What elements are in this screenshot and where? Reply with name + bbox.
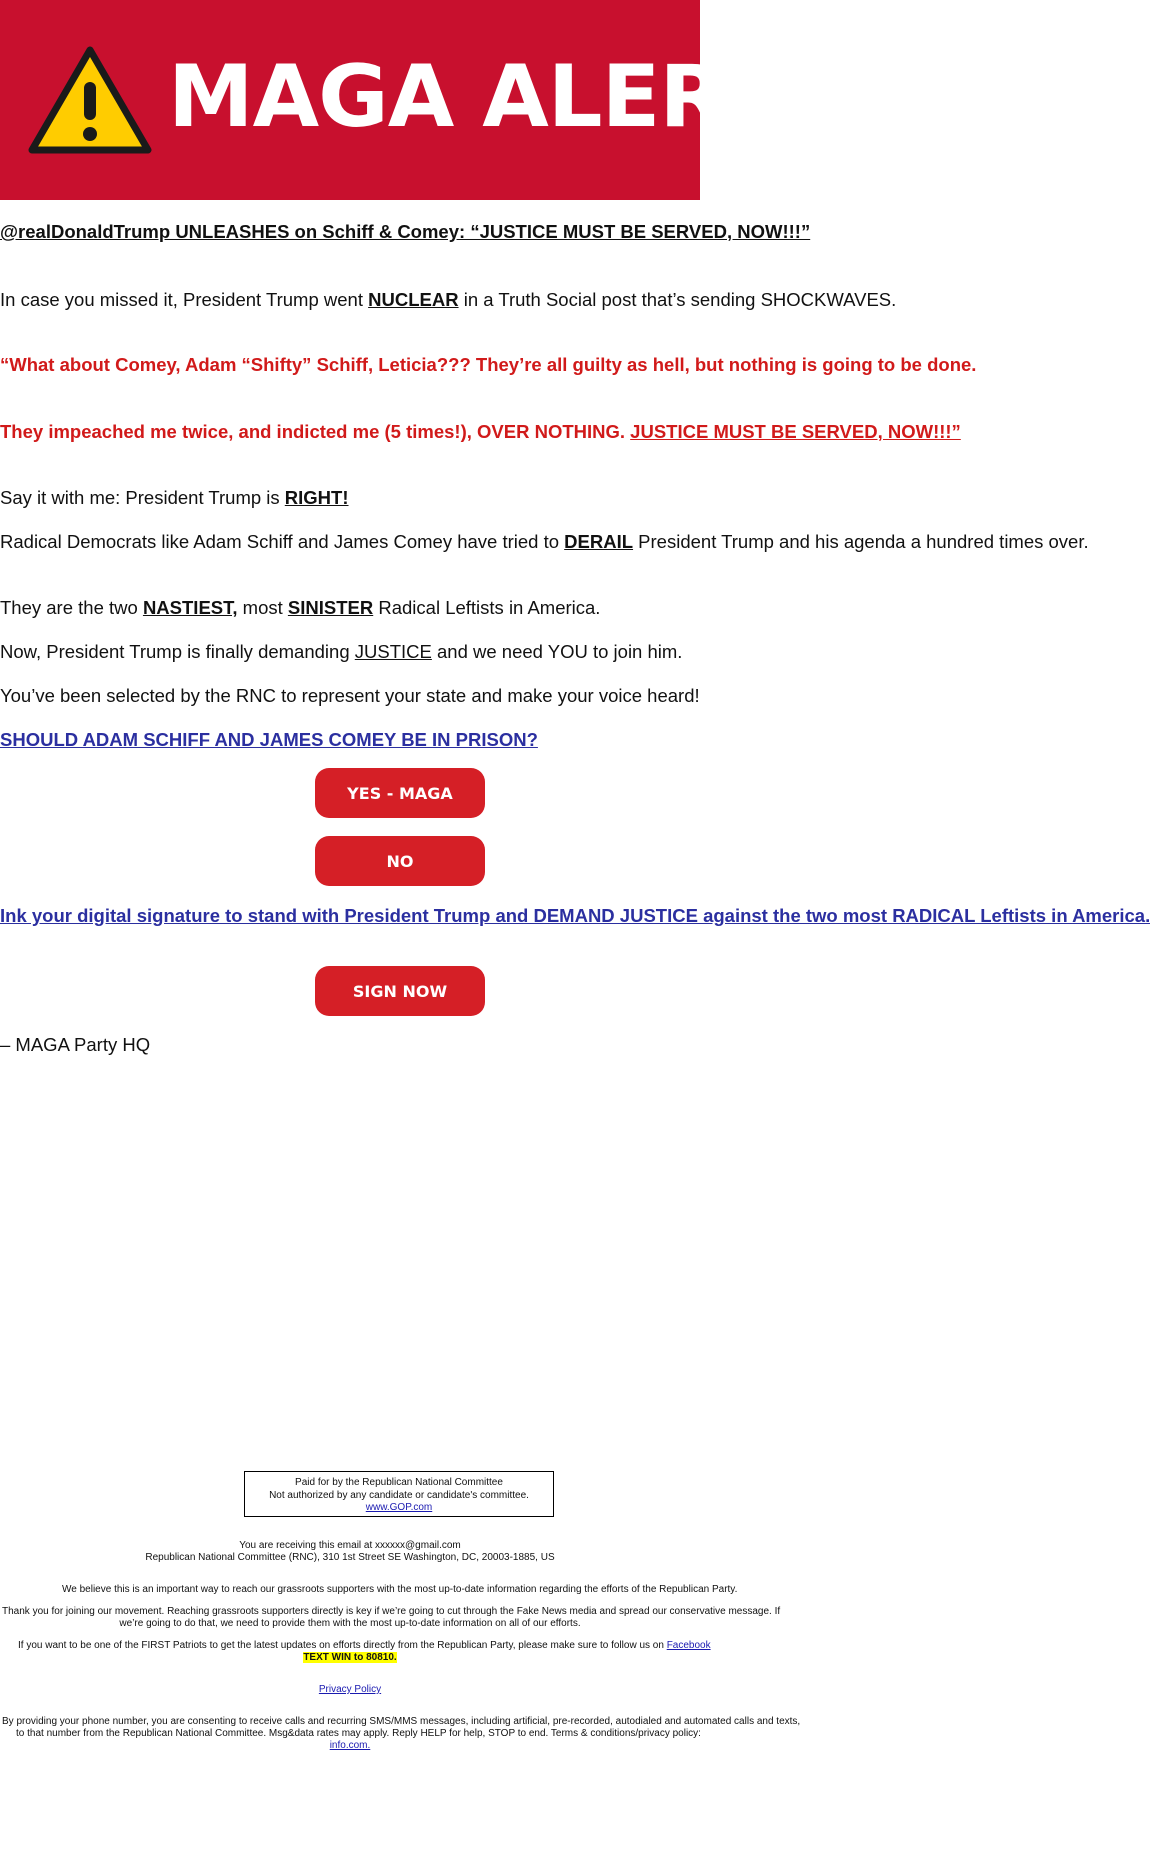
info-link-line (0, 1740, 700, 1752)
selected-paragraph: You’ve been selected by the RNC to represent your state and make your voice heard! (0, 685, 700, 706)
receiving-email-line: You are receiving this email at xxxxxx@gmail.com (239, 1540, 461, 1551)
signature-link[interactable]: Ink your digital signature to stand with President Trump and DEMAND JUSTICE against the two most RADICAL Leftists in America. (0, 905, 1150, 926)
privacy-policy-link[interactable]: Privacy Policy (318, 1684, 382, 1695)
intro-paragraph: In case you missed it, President Trump went NUCLEAR in a Truth Social post that’s sending SHOCKWAVES. (0, 289, 897, 310)
text-win-line: TEXT WIN to 80810. (303, 1652, 397, 1663)
consent-line-2: to that number from the Republican National Committee. Msg&data rates may apply. Reply HELP for help, STOP to end. Terms & conditions/privacy policy: (16, 1728, 701, 1739)
warning-triangle-icon (26, 44, 154, 158)
gop-link[interactable]: www.GOP.com (365, 1502, 433, 1513)
believe-line: We believe this is an important way to reach our grassroots supporters with the most up-to-date information regarding the efforts of the Republican Party. (62, 1584, 738, 1595)
not-authorized-line: Not authorized by any candidate or candidate's committee. (269, 1489, 529, 1501)
facebook-link[interactable]: Facebook (666, 1640, 711, 1651)
sign-now-button[interactable]: SIGN NOW (315, 966, 485, 1016)
say-it-paragraph: Say it with me: President Trump is RIGHT! (0, 487, 349, 508)
info-link[interactable]: info.com. (329, 1740, 371, 1751)
yes-maga-button[interactable]: YES - MAGA (315, 768, 485, 818)
paid-for-line: Paid for by the Republican National Committee (295, 1477, 503, 1488)
privacy-policy-line (0, 1684, 700, 1696)
banner-title: MAGA ALERT !! (168, 47, 884, 147)
thank-you-line-2: we’re going to do that, we need to provide them with the most up-to-date information on all of our efforts. (119, 1618, 581, 1629)
signoff: – MAGA Party HQ (0, 1034, 151, 1055)
headline: @realDonaldTrump UNLEASHES on Schiff & Comey: “JUSTICE MUST BE SERVED, NOW!!!” (0, 221, 811, 242)
thank-you-line-1: Thank you for joining our movement. Reaching grassroots supporters directly is key if we’re going to cut through the Fake News media and spread our conservative message. If (2, 1606, 781, 1617)
paid-for-box (244, 1471, 554, 1517)
quote-paragraph-2: They impeached me twice, and indicted me (5 times!), OVER NOTHING. JUSTICE MUST BE SERVED, NOW!!!” (0, 421, 961, 442)
poll-question-link[interactable]: SHOULD ADAM SCHIFF AND JAMES COMEY BE IN PRISON? (0, 729, 538, 750)
nastiest-paragraph: They are the two NASTIEST, most SINISTER Radical Leftists in America. (0, 597, 601, 618)
derail-paragraph: Radical Democrats like Adam Schiff and James Comey have tried to DERAIL President Trump and his agenda a hundred times over. (0, 531, 1089, 552)
rnc-address-line: Republican National Committee (RNC), 310 1st Street SE Washington, DC, 20003-1885, US (145, 1552, 555, 1563)
alert-banner (0, 0, 884, 200)
quote-paragraph-1: “What about Comey, Adam “Shifty” Schiff, Leticia??? They’re all guilty as hell, but nothing is going to be done. (0, 354, 977, 375)
justice-paragraph: Now, President Trump is finally demanding JUSTICE and we need YOU to join him. (0, 641, 683, 662)
consent-line-1: By providing your phone number, you are consenting to receive calls and recurring SMS/MMS messages, including artificial, pre-recorded, autodialed and automated calls and texts, (2, 1716, 801, 1727)
no-button[interactable]: NO (315, 836, 485, 886)
first-patriots-line: If you want to be one of the FIRST Patriots to get the latest updates on efforts directly from the Republican Party, please make sure to follow us on Facebook (18, 1640, 711, 1651)
